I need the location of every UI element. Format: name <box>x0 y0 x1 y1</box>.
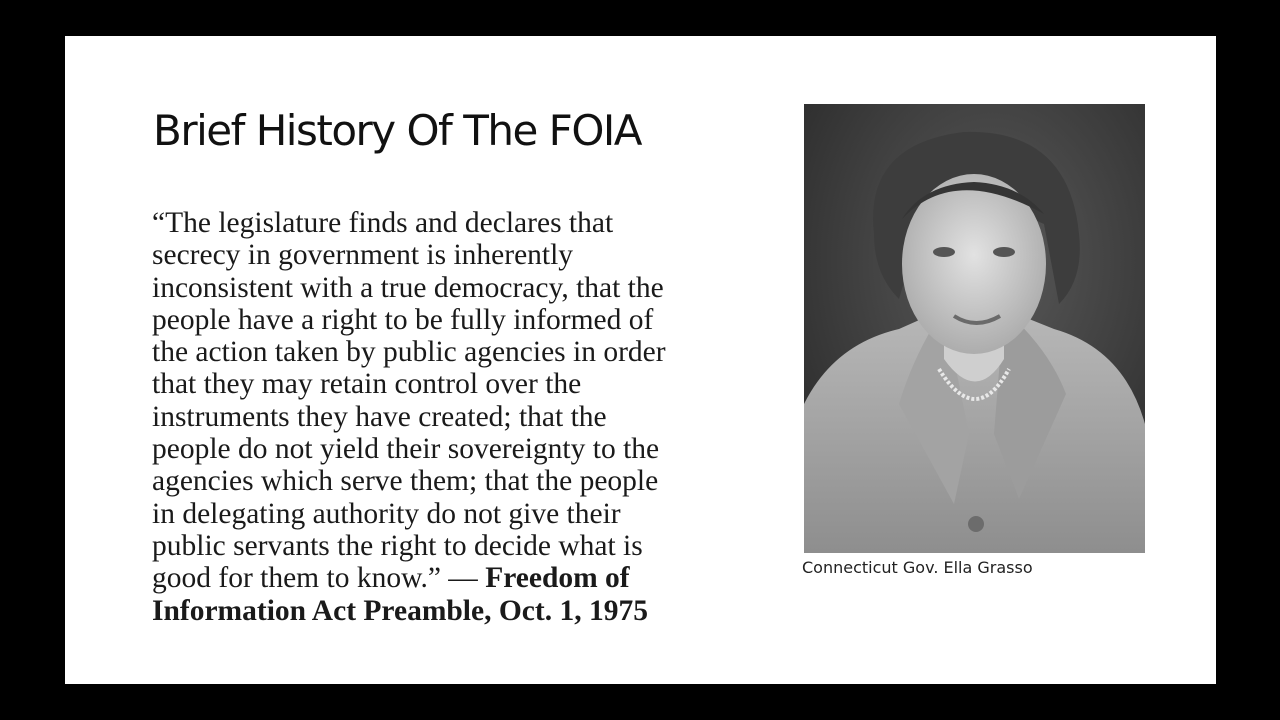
photo-caption: Connecticut Gov. Ella Grasso <box>802 558 1033 577</box>
presentation-slide <box>65 36 1216 684</box>
quote-line: instruments they have created; that the <box>152 400 607 433</box>
quote-line: in delegating authority do not give their <box>152 497 621 530</box>
portrait-image <box>804 104 1145 553</box>
quote-line: that they may retain control over the <box>152 368 582 401</box>
quote-closing-text: good for them to know.” — <box>152 562 486 595</box>
quote-line: “The legislature finds and declares that <box>152 207 614 239</box>
attribution-source: Freedom of <box>485 562 630 595</box>
quote-line-final <box>152 562 752 594</box>
preamble-quote <box>152 207 752 627</box>
attribution-source-continued: Information Act Preamble, Oct. 1, 1975 <box>152 594 648 627</box>
quote-line: inconsistent with a true democracy, that the <box>152 271 664 304</box>
slide-title: Brief History Of The FOIA <box>153 106 641 155</box>
quote-line: people have a right to be fully informed of <box>152 303 654 336</box>
portrait-photo <box>804 104 1145 553</box>
quote-line: public servants the right to decide what is <box>152 529 643 562</box>
quote-line: the action taken by public agencies in order <box>152 336 666 369</box>
quote-line: people do not yield their sovereignty to the <box>152 433 660 466</box>
quote-line: secrecy in government is inherently <box>152 239 574 272</box>
quote-line: agencies which serve them; that the people <box>152 465 659 498</box>
